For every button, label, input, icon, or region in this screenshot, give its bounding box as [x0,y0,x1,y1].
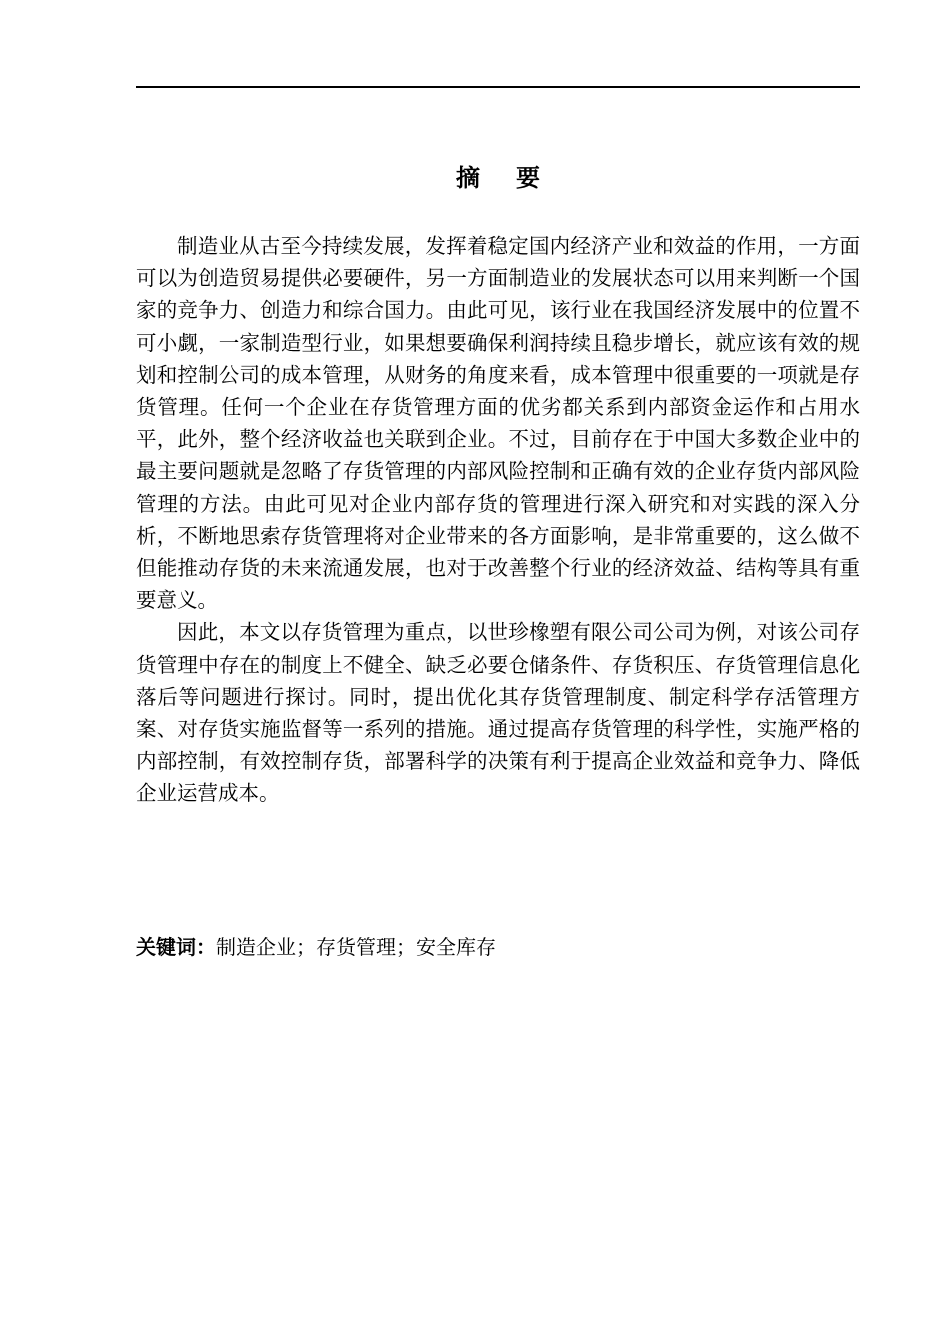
keywords [136,931,860,963]
header-rule [136,86,860,88]
abstract-body [136,230,860,810]
abstract-title: 摘要 [456,164,576,192]
keywords-label: 关键词： [136,935,216,959]
abstract-paragraph-2: 因此，本文以存货管理为重点，以世珍橡塑有限公司公司为例，对该公司存货管理中存在的制度上不健全、缺乏必要仓储条件、存货积压、存货管理信息化落后等问题进行探讨。同时，提出优化其存货管理制度、制定科学存活管理方案、对存货实施监督等一系列的措施。通过提高存货管理的科学性，实施严格的内部控制，有效控制存货，部署科学的决策有利于提高企业效益和竞争力、降低企业运营成本。 [136,620,860,806]
abstract-paragraph-1: 制造业从古至今持续发展，发挥着稳定国内经济产业和效益的作用，一方面可以为创造贸易提供必要硬件，另一方面制造业的发展状态可以用来判断一个国家的竞争力、创造力和综合国力。由此可见，该行业在我国经济发展中的位置不可小觑，一家制造型行业，如果想要确保利润持续且稳步增长，就应该有效的规划和控制公司的成本管理，从财务的角度来看，成本管理中很重要的一项就是存货管理。任何一个企业在存货管理方面的优劣都关系到内部资金运作和占用水平，此外，整个经济收益也关联到企业。不过，目前存在于中国大多数企业中的最主要问题就是忽略了存货管理的内部风险控制和正确有效的企业存货内部风险管理的方法。由此可见对企业内部存货的管理进行深入研究和对实践的深入分析，不断地思索存货管理将对企业带来的各方面影响，是非常重要的，这么做不但能推动存货的未来流通发展，也对于改善整个行业的经济效益、结构等具有重要意义。 [136,234,860,613]
keywords-text: 制造企业；存货管理；安全库存 [216,935,496,959]
